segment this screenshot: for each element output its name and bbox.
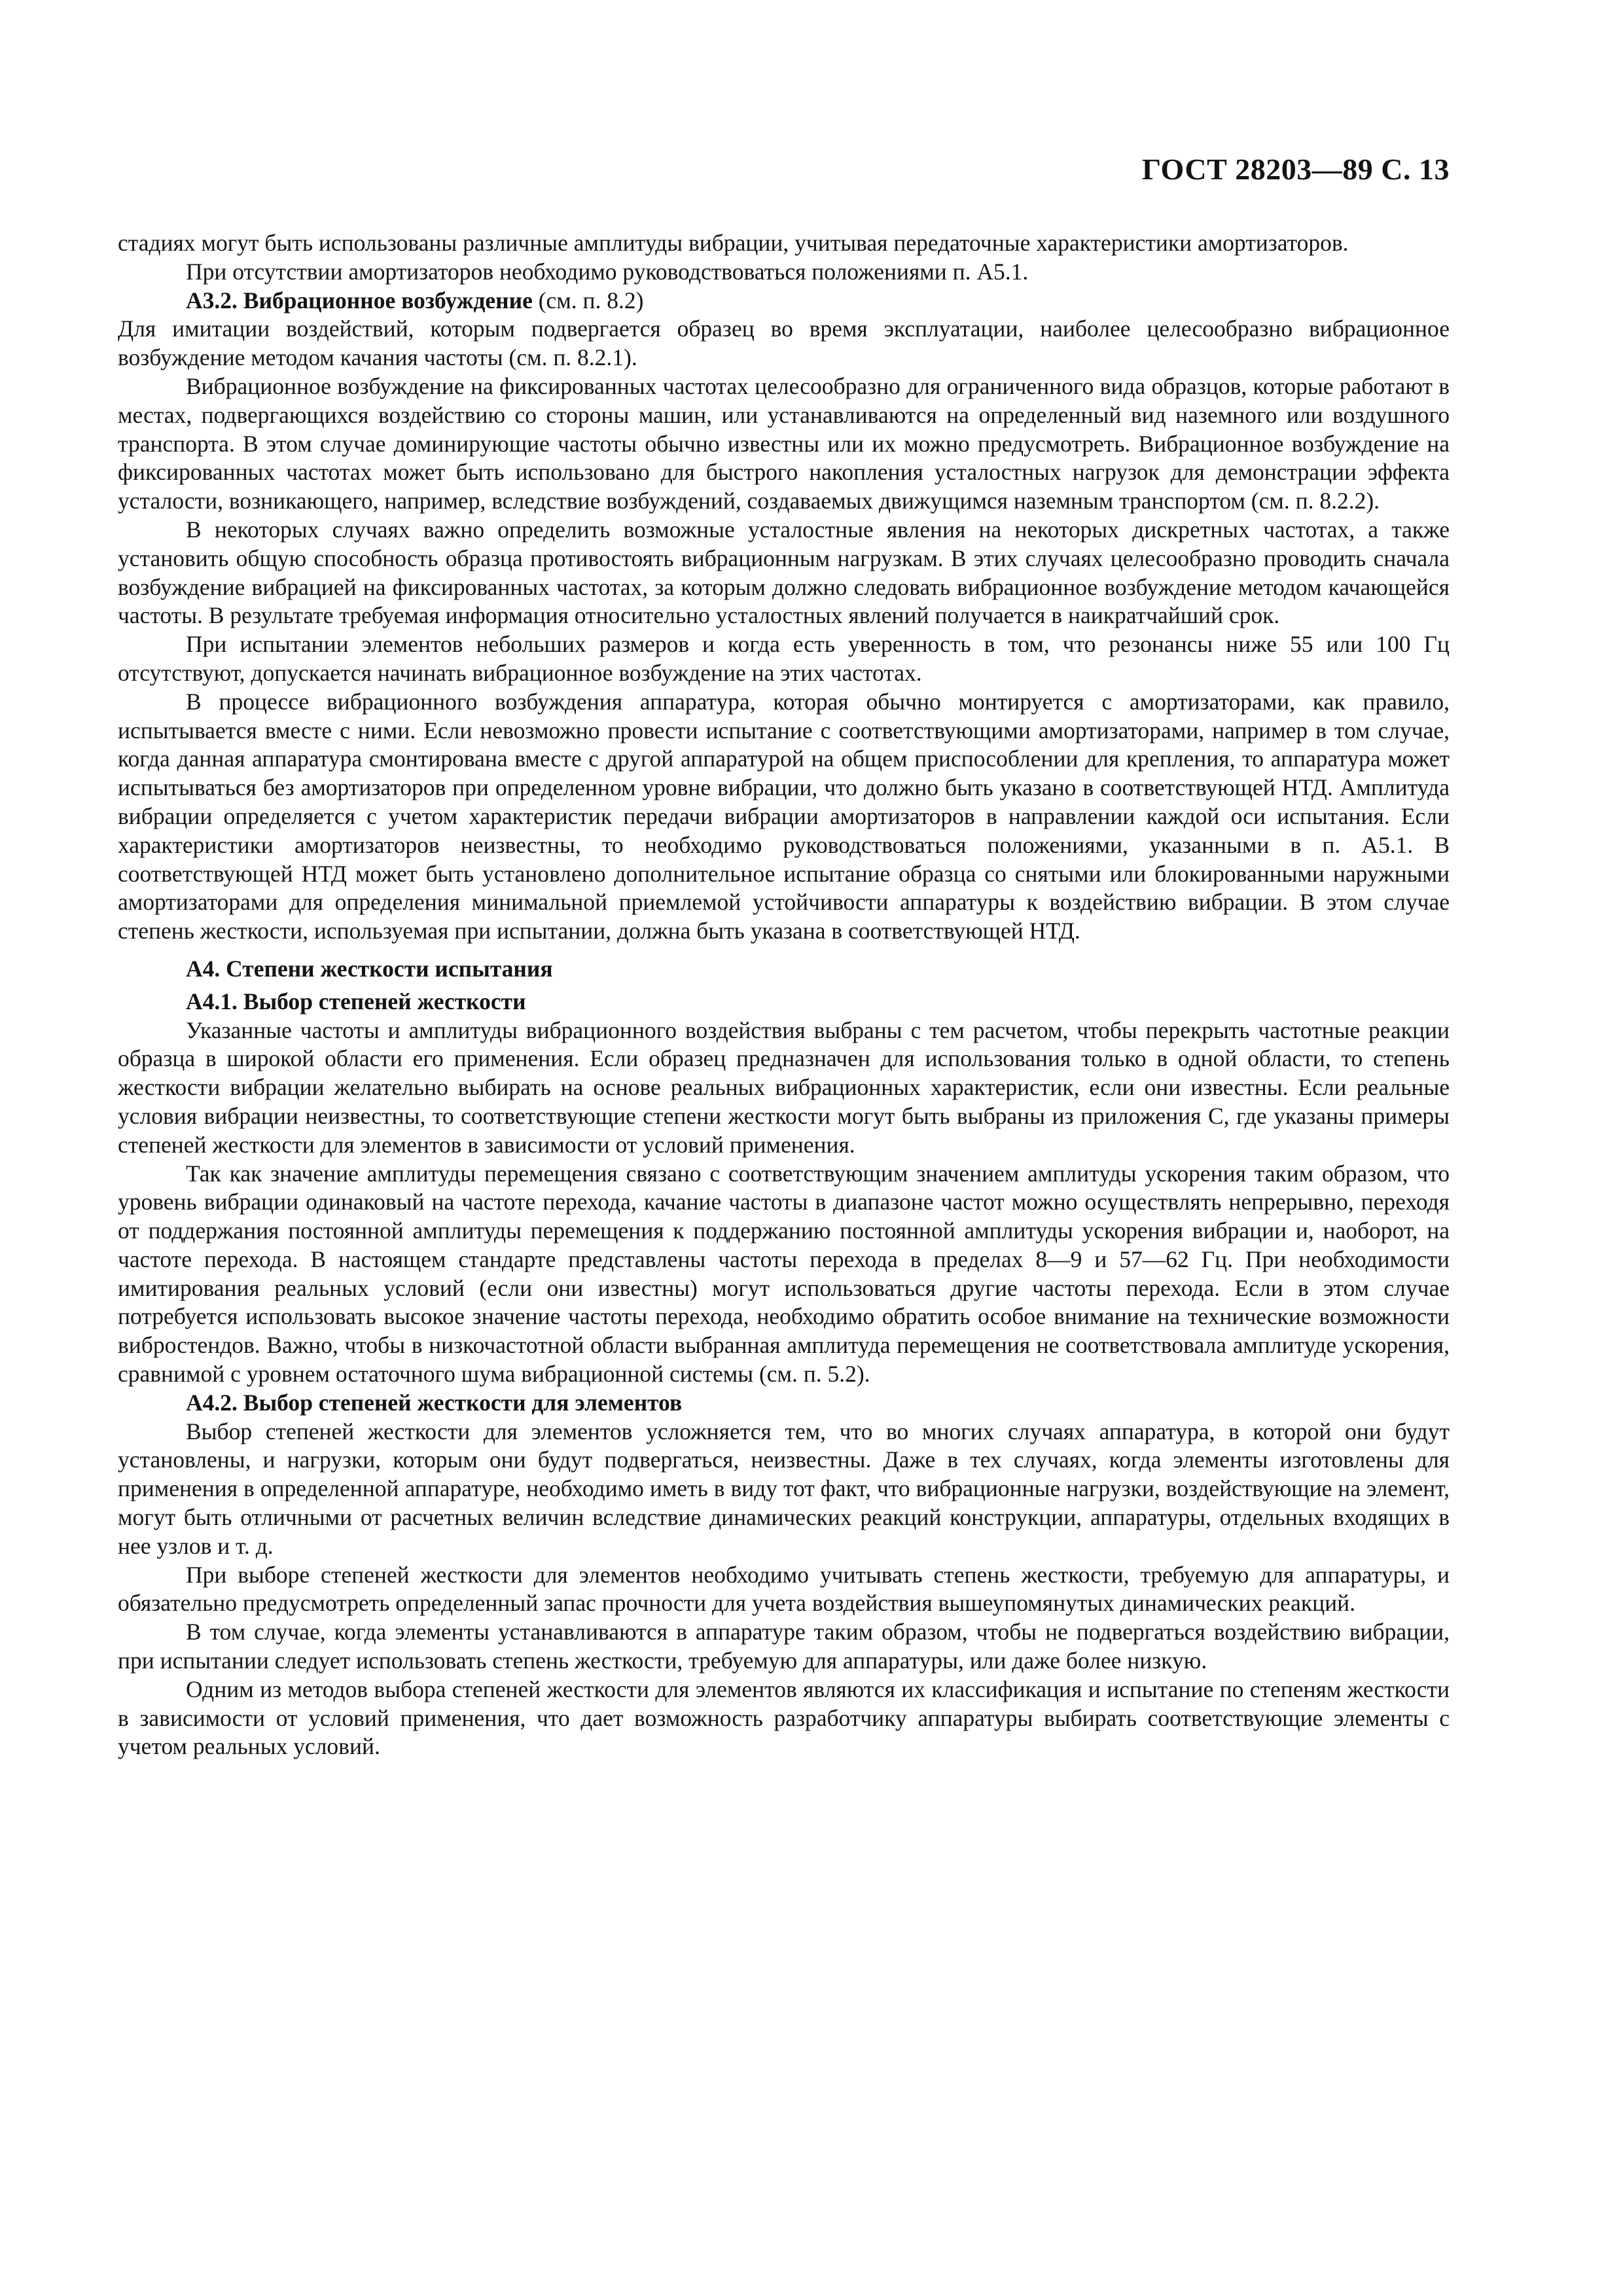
section-a3-2 xyxy=(118,287,1450,315)
paragraph: Для имитации воздействий, которым подвергается образец во время эксплуатации, наиболее целесообразно вибрационное возбуждение методом качания частоты (см. п. 8.2.1). xyxy=(118,315,1450,371)
paragraph: В том случае, когда элементы устанавливаются в аппаратуре таким образом, чтобы не подвергаться воздействию вибрации, при испытании следует использовать степень жесткости, требуемую для аппаратуры, или даже более низкую. xyxy=(118,1619,1450,1674)
paragraph: Указанные частоты и амплитуды вибрационного воздействия выбраны с тем расчетом, чтобы перекрыть частотные реакции образца в широкой области его применения. Если образец предназначен для использования только в одной области, то степень жесткости вибрации желательно выбирать на основе реальных вибрационных характеристик, если они известны. Если реальные условия вибрации неизвестны, то соответствующие степени жесткости могут быть выбраны из приложения С, где указаны примеры степеней жесткости для элементов в зависимости от условий применения. xyxy=(118,1016,1450,1158)
paragraph: При испытании элементов небольших размеров и когда есть уверенность в том, что резонансы ниже 55 или 100 Гц отсутствуют, допускается начинать вибрационное возбуждение на этих частотах. xyxy=(118,631,1450,686)
section-heading: А3.2. Вибрационное возбуждение xyxy=(186,287,533,314)
paragraph: При отсутствии амортизаторов необходимо руководствоваться положениями п. А5.1. xyxy=(186,258,1029,285)
paragraph: Вибрационное возбуждение на фиксированных частотах целесообразно для ограниченного вида образцов, которые работают в местах, подвергающихся воздействию со стороны машин, или устанавливаются на определенный вид наземного или воздушного транспорта. В этом случае доминирующие частоты обычно известны или их можно предусмотреть. Вибрационное возбуждение на фиксированных частотах может быть использовано для быстрого накопления усталостных нагрузок для демонстрации эффекта усталости, возникающего, например, вследствие возбуждений, создаваемых движущимся наземным транспортом (см. п. 8.2.2). xyxy=(118,372,1450,514)
section-reference: (см. п. 8.2) xyxy=(532,287,644,314)
paragraph: Так как значение амплитуды перемещения связано с соответствующим значением амплитуды ускорения таким образом, что уровень вибрации одинаковый на частоте перехода, качание частоты в диапазоне частот можно осуществлять непрерывно, переходя от поддержания постоянной амплитуды перемещения к поддержанию постоянной амплитуды ускорения вибрации и, наоборот, на частоте перехода. В настоящем стандарте представлены частоты перехода в пределах 8—9 и 57—62 Гц. При необходимости имитирования реальных условий (если они известны) могут использоваться другие частоты перехода. Если в этом случае потребуется использовать высокое значение частоты перехода, необходимо обратить особое внимание на технические возможности вибростендов. Важно, чтобы в низкочастотной области выбранная амплитуда перемещения не соответствовала амплитуде ускорения, сравнимой с уровнем остаточного шума вибрационной системы (см. п. 5.2). xyxy=(118,1160,1450,1388)
page-header: ГОСТ 28203—89 С. 13 xyxy=(1141,152,1450,186)
section-heading-a4-1: А4.1. Выбор степеней жесткости xyxy=(186,988,526,1014)
section-heading-a4-2: А4.2. Выбор степеней жесткости для элементов xyxy=(186,1389,683,1416)
paragraph: Выбор степеней жесткости для элементов усложняется тем, что во многих случаях аппаратура, в которой они будут установлены, и нагрузки, которым они будут подвергаться, неизвестны. Даже в тех случаях, когда элементы изготовлены для применения в определенной аппаратуре, необходимо иметь в виду тот факт, что вибрационные нагрузки, воздействующие на элемент, могут быть отличными от расчетных величин вследствие динамических реакций конструкции, аппаратуры, отдельных входящих в нее узлов и т. д. xyxy=(118,1418,1450,1559)
paragraph: Одним из методов выбора степеней жесткости для элементов являются их классификация и испытание по степеням жесткости в зависимости от условий применения, что дает возможность разработчику аппаратуры выбирать соответствующие элементы с учетом реальных условий. xyxy=(118,1676,1450,1760)
paragraph: стадиях могут быть использованы различные амплитуды вибрации, учитывая передаточные характеристики амортизаторов. xyxy=(118,230,1349,256)
paragraph: В процессе вибрационного возбуждения аппаратура, которая обычно монтируется с амортизаторами, как правило, испытывается вместе с ними. Если невозможно провести испытание с соответствующими амортизаторами, например в том случае, когда данная аппаратура смонтирована вместе с другой аппаратурой на общем приспособлении для крепления, то аппаратура может испытываться без амортизаторов при определенном уровне вибрации, что должно быть указано в соответствующей НТД. Амплитуда вибрации определяется с учетом характеристик передачи вибрации амортизаторов в направлении каждой оси испытания. Если характеристики амортизаторов неизвестны, то необходимо руководствоваться положениями, указанными в п. А5.1. В соответствующей НТД может быть установлено дополнительное испытание образца со снятыми или блокированными наружными амортизаторами для определения минимальной приемлемой устойчивости аппаратуры к воздействию вибрации. В этом случае степень жесткости, используемая при испытании, должна быть указана в соответствующей НТД. xyxy=(118,688,1450,944)
paragraph: В некоторых случаях важно определить возможные усталостные явления на некоторых дискретных частотах, а также установить общую способность образца противостоять вибрационным нагрузкам. В этих случаях целесообразно проводить сначала возбуждение вибрацией на фиксированных частотах, за которым должно следовать вибрационное возбуждение методом качающейся частоты. В результате требуемая информация относительно усталостных явлений получается в наикратчайший срок. xyxy=(118,516,1450,629)
paragraph: При выборе степеней жесткости для элементов необходимо учитывать степень жесткости, требуемую для аппаратуры, и обязательно предусмотреть определенный запас прочности для учета воздействия вышеупомянутых динамических реакций. xyxy=(118,1561,1450,1617)
document-body xyxy=(118,229,1450,1761)
section-heading-a4: А4. Степени жесткости испытания xyxy=(186,955,553,982)
